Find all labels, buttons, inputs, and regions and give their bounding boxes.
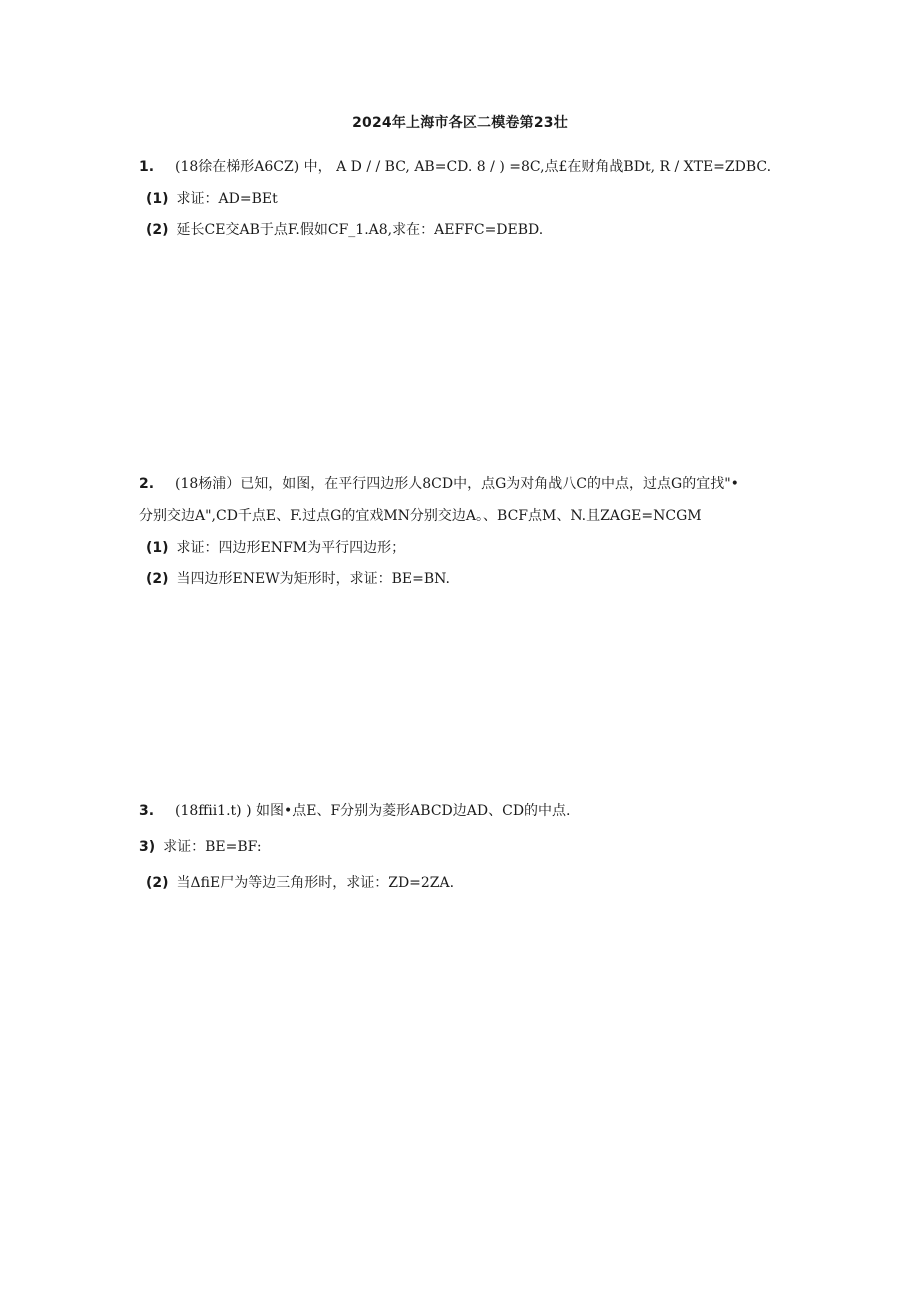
question-number: 1. [139,159,155,175]
document-title: 2024年上海市各区二模卷第23壮 [352,115,568,131]
question-1-part-1 [146,189,278,209]
question-2 [139,474,739,494]
part-text: 延长CE交AB于点F.假如CF_1.A8,求在：AEFFC=DEBD. [176,222,544,238]
part-label: (2) [146,571,169,587]
question-text: (18杨浦）已知，如图，在平行四边形人8CD中，点G为对角战八C的中点，过点G的宜找"• [175,476,739,492]
question-3 [139,801,571,821]
question-1 [139,157,771,177]
part-text: 求证：四边形ENFM为平行四边形； [176,540,406,556]
part-label: 3) [139,839,156,855]
question-number: 2. [139,476,155,492]
question-number: 3. [139,803,155,819]
part-text: 求证：AD=BEt [176,191,278,207]
part-label: (1) [146,540,169,556]
part-label: (2) [146,222,169,238]
part-text: 当ΔfiE尸为等边三角形时，求证：ZD=2ZA. [176,875,455,891]
question-3-part-1 [139,837,262,857]
question-text: (18ffii1.t) ) 如图•点E、F分别为菱形ABCD边AD、CD的中点. [175,803,571,819]
part-label: (2) [146,875,169,891]
question-2-part-2 [146,569,450,589]
question-2-part-1 [146,538,405,558]
part-text: 当四边形ENEW为矩形时，求证：BE=BN. [176,571,450,587]
question-1-part-2 [146,220,543,240]
question-3-part-2 [146,873,454,893]
part-text: 求证：BE=BF: [163,839,262,855]
question-2-continuation: 分别交边A",CD千点E、F.过点G的宜戏MN分别交边A。、BCF点M、N.且ZAGE=NCGM [139,508,702,524]
question-text: (18徐在梯形A6CZ) 中， A D / / BC, AB=CD. 8 / ) =8C,点£在财角战BDt, R / XTE=ZDBC. [175,159,772,175]
part-label: (1) [146,191,169,207]
